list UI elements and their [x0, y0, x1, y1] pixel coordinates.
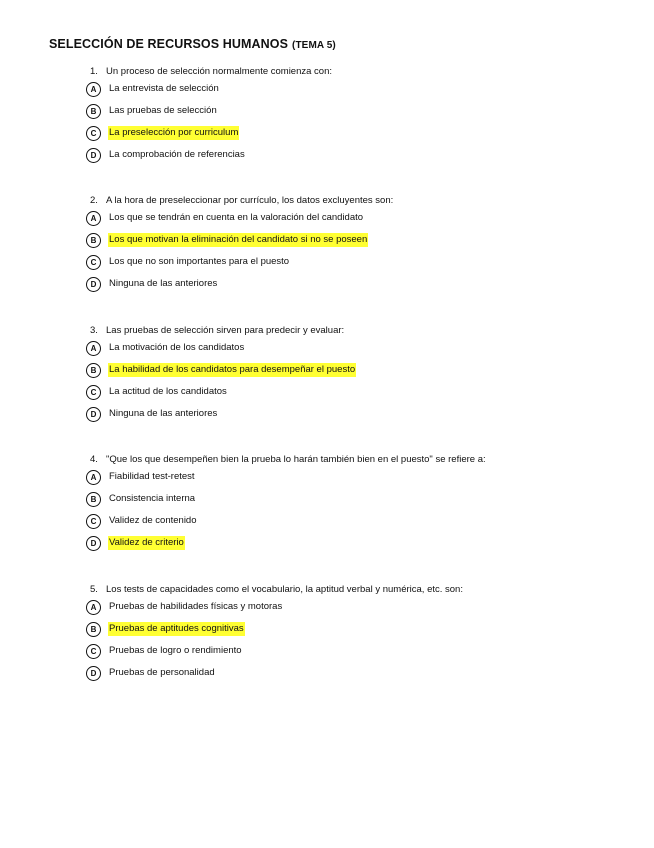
question-number: 2.	[90, 195, 98, 206]
option-letter-circle: A	[86, 211, 101, 226]
question-prompt: Los tests de capacidades como el vocabulario, la aptitud verbal y numérica, etc. son:	[106, 584, 463, 595]
option-letter-circle: B	[86, 104, 101, 119]
question-number: 1.	[90, 66, 98, 77]
option-letter-circle: C	[86, 255, 101, 270]
option-letter-circle: B	[86, 492, 101, 507]
option-text: La motivación de los candidatos	[109, 342, 245, 353]
option-text: Ninguna de las anteriores	[109, 408, 218, 419]
question-text	[90, 195, 646, 208]
option-letter-circle: D	[86, 536, 101, 551]
option-text: Los que no son importantes para el puesto	[109, 256, 290, 267]
option-text: Pruebas de habilidades físicas y motoras	[109, 601, 283, 612]
question-2	[86, 195, 646, 296]
option-text: Las pruebas de selección	[109, 105, 217, 116]
option-text-highlighted: La habilidad de los candidatos para desempeñar el puesto	[109, 364, 356, 375]
option-text: Pruebas de personalidad	[109, 667, 215, 678]
option-text: Consistencia interna	[109, 493, 196, 504]
option-d[interactable]	[86, 533, 646, 555]
option-text-highlighted: Pruebas de aptitudes cognitivas	[109, 623, 244, 634]
option-a[interactable]	[86, 338, 646, 360]
page-title	[49, 37, 336, 51]
question-prompt: Las pruebas de selección sirven para predecir y evaluar:	[106, 325, 345, 336]
question-text	[90, 325, 646, 338]
option-b[interactable]	[86, 230, 646, 252]
option-b[interactable]	[86, 489, 646, 511]
option-letter-circle: D	[86, 277, 101, 292]
option-letter-circle: B	[86, 622, 101, 637]
option-text: Validez de contenido	[109, 515, 197, 526]
question-4	[86, 454, 646, 555]
option-a[interactable]	[86, 208, 646, 230]
option-text: La actitud de los candidatos	[109, 386, 227, 397]
option-d[interactable]	[86, 274, 646, 296]
option-c[interactable]	[86, 511, 646, 533]
question-3	[86, 325, 646, 426]
option-letter-circle: B	[86, 363, 101, 378]
option-d[interactable]	[86, 663, 646, 685]
option-c[interactable]	[86, 123, 646, 145]
option-text: Pruebas de logro o rendimiento	[109, 645, 242, 656]
option-letter-circle: D	[86, 148, 101, 163]
question-number: 4.	[90, 454, 98, 465]
question-prompt: Un proceso de selección normalmente comienza con:	[106, 66, 333, 77]
option-text: Los que se tendrán en cuenta en la valoración del candidato	[109, 212, 364, 223]
option-a[interactable]	[86, 467, 646, 489]
option-c[interactable]	[86, 641, 646, 663]
option-a[interactable]	[86, 597, 646, 619]
question-number: 5.	[90, 584, 98, 595]
option-letter-circle: A	[86, 82, 101, 97]
question-text	[90, 66, 646, 79]
title-tema: (TEMA 5)	[292, 40, 336, 51]
option-d[interactable]	[86, 145, 646, 167]
option-b[interactable]	[86, 101, 646, 123]
question-text	[90, 454, 646, 467]
option-text: La entrevista de selección	[109, 83, 219, 94]
option-letter-circle: A	[86, 470, 101, 485]
question-prompt: A la hora de preseleccionar por currículo, los datos excluyentes son:	[106, 195, 394, 206]
option-c[interactable]	[86, 252, 646, 274]
option-text: La comprobación de referencias	[109, 149, 245, 160]
option-text: Ninguna de las anteriores	[109, 278, 218, 289]
option-text-highlighted: La preselección por curriculum	[109, 127, 239, 138]
option-letter-circle: A	[86, 600, 101, 615]
question-prompt: "Que los que desempeñen bien la prueba lo harán también bien en el puesto" se refiere a:	[106, 454, 486, 465]
option-b[interactable]	[86, 360, 646, 382]
option-letter-circle: D	[86, 407, 101, 422]
option-letter-circle: C	[86, 644, 101, 659]
option-text-highlighted: Validez de criterio	[109, 537, 184, 548]
option-letter-circle: C	[86, 514, 101, 529]
option-a[interactable]	[86, 79, 646, 101]
question-1	[86, 66, 646, 167]
option-letter-circle: D	[86, 666, 101, 681]
option-text-highlighted: Los que motivan la eliminación del candidato si no se poseen	[109, 234, 368, 245]
question-number: 3.	[90, 325, 98, 336]
question-text	[90, 584, 646, 597]
option-letter-circle: A	[86, 341, 101, 356]
option-d[interactable]	[86, 404, 646, 426]
option-letter-circle: C	[86, 385, 101, 400]
option-letter-circle: B	[86, 233, 101, 248]
option-b[interactable]	[86, 619, 646, 641]
option-text: Fiabilidad test-retest	[109, 471, 195, 482]
option-c[interactable]	[86, 382, 646, 404]
title-main: SELECCIÓN DE RECURSOS HUMANOS	[49, 37, 289, 51]
question-5	[86, 584, 646, 685]
option-letter-circle: C	[86, 126, 101, 141]
